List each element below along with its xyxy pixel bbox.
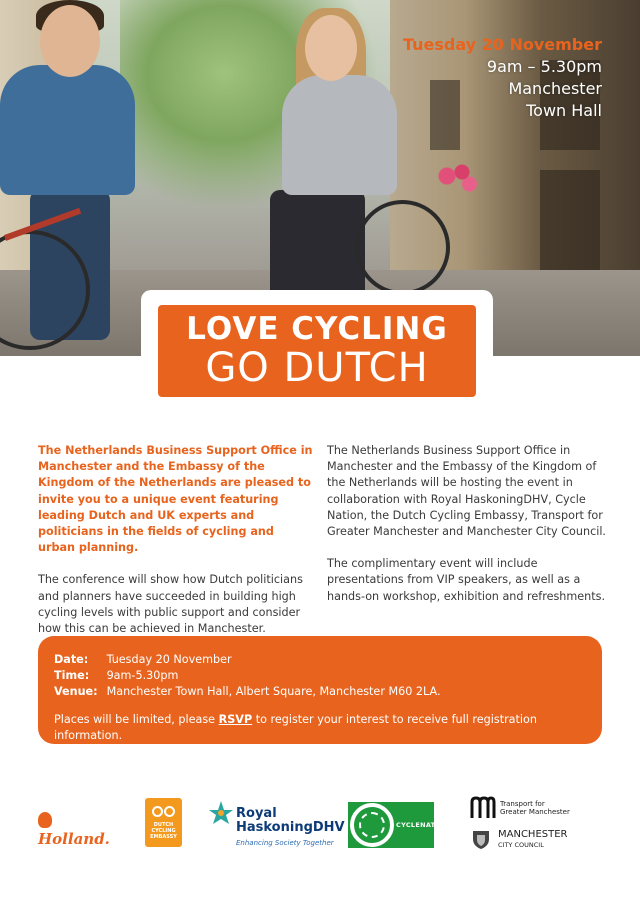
royal-text: Royal [236, 806, 277, 821]
dce-line-1: DUTCH [153, 822, 174, 828]
dce-line-2: CYCLING [151, 828, 176, 834]
tfgm-line-1: Transport for [500, 800, 545, 808]
star-icon [208, 800, 234, 826]
note-after: to register your interest to receive full registration information. [54, 713, 537, 742]
cyclenation-text: CYCLENATION [396, 821, 450, 829]
cyclist-man-shirt [0, 65, 135, 195]
crest-icon [470, 828, 492, 850]
time-label: Time: [54, 669, 90, 682]
event-summary [403, 34, 602, 122]
cyclist-man-face [40, 5, 100, 77]
venue-row [54, 684, 602, 700]
dce-line-3: EMBASSY [150, 834, 177, 840]
bicycle-icon [152, 804, 175, 818]
bike-wheel-icon [355, 200, 450, 295]
registration-note [54, 712, 602, 744]
holland-text: Holland. [38, 830, 110, 848]
venue-label: Venue: [54, 685, 98, 698]
event-date: Tuesday 20 November [402, 35, 602, 54]
haskoning-text: HaskoningDHV [236, 820, 345, 835]
event-time: 9am – 5.30pm [486, 57, 602, 76]
love-cycling-logo [158, 305, 476, 397]
left-column [38, 443, 314, 653]
date-row [54, 652, 602, 668]
holland-logo [38, 812, 120, 848]
event-city: Manchester [508, 79, 602, 98]
date-value: Tuesday 20 November [106, 653, 232, 666]
date-label: Date: [54, 653, 89, 666]
cyclist-woman-legs [270, 190, 365, 300]
wheel-icon [350, 803, 394, 847]
manchester-city-council-logo [470, 828, 580, 852]
dutch-cycling-embassy-logo [145, 798, 182, 847]
flower-basket-icon [432, 160, 482, 200]
mcc-line-1: MANCHESTER [498, 829, 568, 840]
logo-line-1: LOVE CYCLING [186, 311, 448, 347]
hosting-paragraph: The Netherlands Business Support Office in Manchester and the Embassy of the Kingdom of the Netherlands will be hosting the event in collaboration with Royal HaskoningDHV, Cycle Nation, the Dutch Cycling Embassy, Transport for Greater Manchester and Manchester City Council. [327, 444, 606, 539]
event-venue: Town Hall [526, 101, 602, 120]
tfgm-logo [470, 796, 570, 826]
cyclist-woman-face [305, 15, 357, 81]
cyclist-woman-shirt [282, 75, 397, 195]
royal-tagline: Enhancing Society Together [236, 839, 334, 847]
time-value: 9am-5.30pm [106, 669, 179, 682]
mcc-line-2: CITY COUNCIL [498, 841, 544, 849]
intro-paragraph: The Netherlands Business Support Office in Manchester and the Embassy of the Kingdom of the Netherlands are pleased to invite you to a unique event featuring leading Dutch and UK experts and politicians in the fields of cycling and urban planning. [38, 444, 313, 555]
details-panel [38, 636, 602, 744]
complimentary-paragraph: The complimentary event will include presentations from VIP speakers, as well as a hands-on workshop, exhibition and refreshments. [327, 557, 606, 603]
tfgm-line-2: Greater Manchester [500, 808, 570, 816]
note-before: Places will be limited, please [54, 713, 219, 726]
venue-value: Manchester Town Hall, Albert Square, Manchester M60 2LA. [106, 685, 441, 698]
tfgm-text [500, 800, 570, 816]
tulip-icon [38, 812, 52, 828]
royal-haskoning-logo [208, 800, 345, 852]
cyclenation-logo [348, 802, 450, 848]
tfgm-m-icon [470, 796, 496, 820]
right-column [327, 443, 607, 621]
time-row [54, 668, 602, 684]
conference-paragraph: The conference will show how Dutch politicians and planners have succeeded in building high cycling levels with public support and consider how this can be achieved in Manchester. [38, 573, 303, 636]
logo-line-2: GO DUTCH [205, 345, 429, 391]
rsvp-link[interactable]: RSVP [218, 713, 253, 726]
